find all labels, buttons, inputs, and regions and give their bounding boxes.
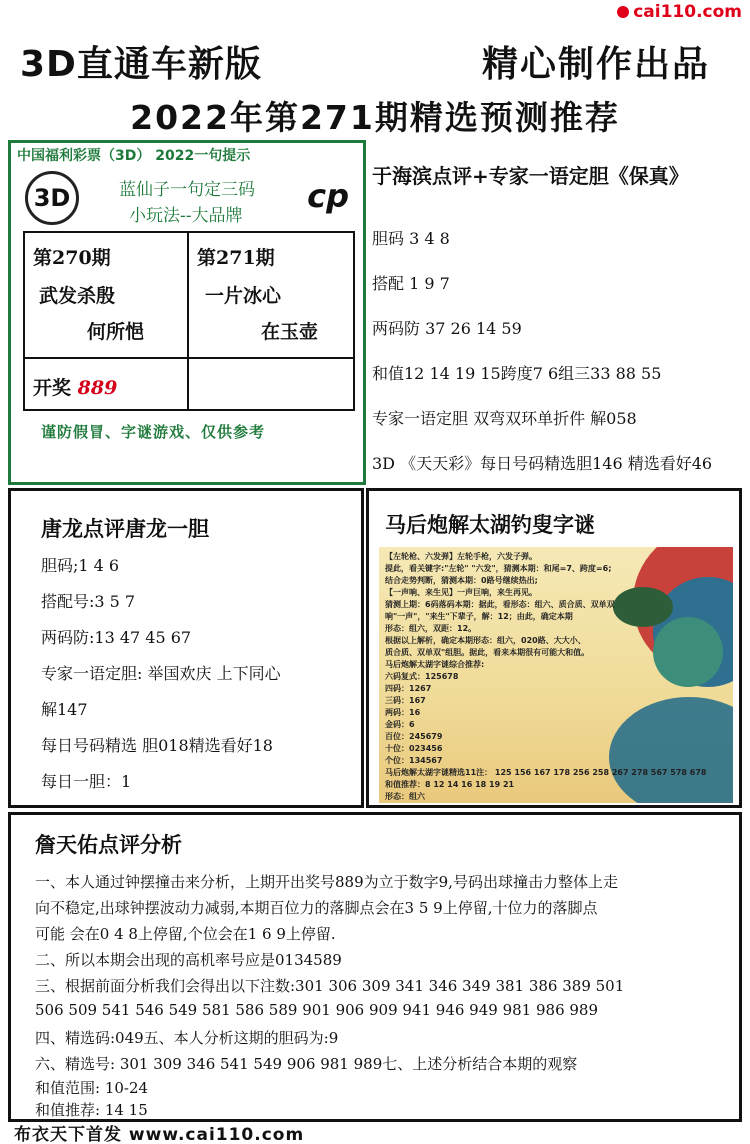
poster-line: 金码：6	[385, 720, 415, 729]
p271-line2: 在玉壶	[261, 321, 319, 343]
p270-line2: 何所悒	[87, 321, 145, 343]
cp-logo-icon: cp	[307, 177, 349, 215]
poster-wave-decoration	[653, 617, 723, 687]
footer-text: 布衣天下首发 www.cai110.com	[14, 1125, 305, 1144]
poster-line: 提此，看关键字:"左轮" "六发"，猜测本期：和尾=7、跨度=6;	[385, 564, 612, 573]
zhan-line: 和值范围: 10-24	[35, 1079, 149, 1097]
poster-line: 形态：组六	[385, 792, 425, 801]
poster-line: 形态：组六，双距：12。	[385, 624, 477, 633]
tang-line: 搭配号:3 5 7	[41, 592, 136, 611]
tang-line: 专家一语定胆: 举国欢庆 上下同心	[41, 664, 281, 683]
site-logo-icon	[617, 6, 629, 18]
grid-divider-v	[187, 233, 189, 411]
yu-line: 胆码 3 4 8	[372, 229, 450, 248]
card-top-text: 中国福利彩票（3D） 2022一句提示	[17, 148, 251, 164]
header	[0, 30, 750, 86]
yu-line: 两码防 37 26 14 59	[372, 319, 522, 338]
site-url: cai110.com	[633, 2, 742, 22]
poster-line: 马后炮解太湖字谜综合推荐:	[385, 660, 485, 669]
poster-line: 【左轮枪、六发弹】左轮手枪，六发子弹。	[385, 552, 537, 561]
poster-line: 百位：245679	[385, 732, 443, 741]
zhan-line: 三、根据前面分析我们会得出以下注数:301 306 309 341 346 349 381 386 389 501	[35, 977, 625, 995]
issue-title: 2022年第271期精选预测推荐	[130, 98, 620, 137]
poster-line: 两码：16	[385, 708, 421, 717]
yu-line: 搭配 1 9 7	[372, 274, 450, 293]
tang-line: 胆码;1 4 6	[41, 556, 120, 575]
riddle-panel-mahoupao	[366, 488, 742, 808]
card-slogan-2: 小玩法--大品牌	[129, 206, 243, 226]
header-right-title: 精心制作出品	[481, 44, 710, 85]
3d-logo-icon: 3D	[25, 171, 79, 225]
yu-line: 和值12 14 19 15跨度7 6组三33 88 55	[372, 364, 662, 383]
zhan-line: 六、精选号: 301 309 346 541 549 906 981 989七、上述分析结合本期的观察	[35, 1055, 578, 1073]
site-tag[interactable]	[617, 2, 742, 22]
riddle-grid	[23, 231, 355, 411]
zhan-line: 和值推荐: 14 15	[35, 1101, 148, 1119]
poster-line: 六码复式：125678	[385, 672, 459, 681]
zhan-title: 詹天佑点评分析	[35, 832, 182, 857]
grid-divider-h	[25, 357, 353, 359]
tang-title: 唐龙点评唐龙一胆	[41, 516, 209, 541]
tang-line: 两码防:13 47 45 67	[41, 628, 192, 647]
p271-line1: 一片冰心	[205, 285, 282, 307]
p270-label: 第270期	[33, 247, 111, 269]
tang-line: 每日号码精选 胆018精选看好18	[41, 736, 273, 755]
card-slogan-1: 蓝仙子一句定三码	[119, 180, 255, 200]
lottery-card	[8, 140, 366, 485]
card-warning: 谨防假冒、字谜游戏、仅供参考	[41, 423, 266, 441]
zhan-line: 四、精选码:049五、本人分析这期的胆码为:9	[35, 1029, 339, 1047]
poster-line: 和值推荐：8 12 14 16 18 19 21	[385, 780, 515, 789]
poster-wave-decoration	[609, 697, 733, 803]
poster-line: 响"一声"，"来生"下辈子，解：12；由此，确定本期	[385, 612, 573, 621]
mahoupao-title: 马后炮解太湖钓叟字谜	[385, 512, 595, 537]
poster-line: 个位：134567	[385, 756, 443, 765]
poster-line: 根据以上解析，确定本期形态：组六，020路、大大小、	[385, 636, 586, 645]
prize-number: 889	[77, 377, 118, 399]
p271-label: 第271期	[197, 247, 275, 269]
yu-line: 专家一语定胆 双弯双环单折件 解058	[372, 409, 637, 428]
poster-line: 十位：023456	[385, 744, 443, 753]
riddle-poster	[379, 547, 733, 803]
poster-line: 猜测上期：6码落码本期：据此，看形态：组六、质合质、双单双	[385, 600, 615, 609]
header-left-title: 3D直通车新版	[20, 44, 262, 85]
expert-panel-yu	[370, 140, 744, 485]
zhan-line: 一、本人通过钟摆撞击来分析，上期开出奖号889为立于数字9,号码出球撞击力整体上走	[35, 873, 618, 891]
tang-line: 每日一胆：1	[41, 772, 132, 791]
zhan-line: 可能 会在0 4 8上停留,个位会在1 6 9上停留.	[35, 925, 336, 943]
yu-line: 3D 《天天彩》每日号码精选胆146 精选看好46	[372, 454, 713, 473]
p270-line1: 武发杀殷	[39, 285, 116, 307]
analysis-panel-zhan	[8, 812, 742, 1122]
poster-line: 四码：1267	[385, 684, 432, 693]
prize-row	[33, 373, 117, 400]
zhan-line: 二、所以本期会出现的高机率号应是0134589	[35, 951, 342, 969]
poster-line: 【一声响、来生见】一声巨响，来生再见。	[385, 588, 537, 597]
prize-label: 开奖	[33, 377, 72, 399]
tang-line: 解147	[41, 700, 88, 719]
poster-line: 马后炮解太湖字谜精选11注： 125 156 167 178 256 258 267 278 567 578 678	[385, 768, 707, 777]
poster-wave-decoration	[613, 587, 673, 627]
poster-line: 结合走势判断，猜测本期：0路号继续热出;	[385, 576, 538, 585]
poster-line: 三码：167	[385, 696, 426, 705]
zhan-line: 向不稳定,出球钟摆波动力减弱,本期百位力的落脚点会在3 5 9上停留,十位力的落脚点	[35, 899, 598, 917]
poster-line: 质合质、双单双"组胆。据此，看来本期很有可能大和值。	[385, 648, 590, 657]
expert-panel-tang	[8, 488, 364, 808]
yu-title: 于海滨点评+专家一语定胆《保真》	[372, 164, 689, 188]
zhan-line: 506 509 541 546 549 581 586 589 901 906 909 941 946 949 981 986 989	[35, 1001, 599, 1019]
